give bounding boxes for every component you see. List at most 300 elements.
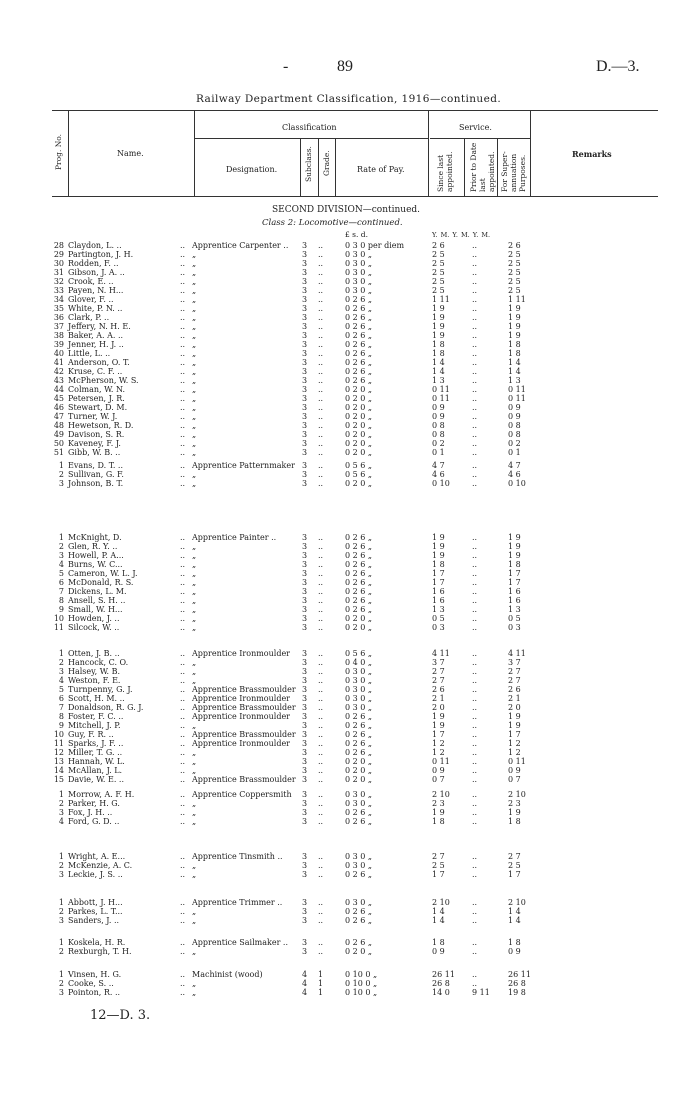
- prior-service: ..: [472, 799, 478, 808]
- designation: „: [192, 430, 197, 439]
- money-units: £ s. d.: [345, 230, 368, 239]
- prior-service: ..: [472, 938, 478, 947]
- division-heading: SECOND DIVISION—continued.: [272, 205, 421, 215]
- since-last: 1 3: [432, 605, 445, 614]
- since-last: 0 2: [432, 439, 445, 448]
- employee-name: White, P. N. ..: [68, 304, 123, 313]
- designation: Apprentice Carpenter ..: [192, 241, 289, 250]
- subclass: 3: [302, 739, 308, 748]
- leader-dots: ..: [180, 304, 186, 313]
- leader-dots: ..: [180, 340, 186, 349]
- leader-dots: ..: [180, 268, 186, 277]
- superannuation-service: 1 3: [508, 376, 521, 385]
- prior-service: ..: [472, 739, 478, 748]
- rate-of-pay: 0 3 0 „: [345, 676, 373, 685]
- leader-dots: ..: [180, 448, 186, 457]
- grade: ..: [318, 461, 324, 470]
- prior-service: ..: [472, 259, 478, 268]
- prior-service: ..: [472, 479, 478, 488]
- leader-dots: ..: [180, 898, 186, 907]
- table-row: [0, 623, 700, 632]
- subclass: 3: [302, 658, 308, 667]
- since-last: 2 7: [432, 667, 445, 676]
- employee-name: McDonald, R. S.: [68, 578, 134, 587]
- prior-service: ..: [472, 808, 478, 817]
- leader-dots: ..: [180, 988, 186, 997]
- leader-dots: ..: [180, 560, 186, 569]
- subclass: 3: [302, 448, 308, 457]
- subclass: 3: [302, 757, 308, 766]
- prior-service: ..: [472, 676, 478, 685]
- since-last: 0 11: [432, 385, 450, 394]
- rate-of-pay: 0 2 6 „: [345, 304, 373, 313]
- prior-service: ..: [472, 367, 478, 376]
- rate-of-pay: 0 2 6 „: [345, 551, 373, 560]
- table-row: [0, 259, 700, 268]
- leader-dots: ..: [180, 667, 186, 676]
- superannuation-service: 1 6: [508, 587, 521, 596]
- table-row: [0, 403, 700, 412]
- designation: „: [192, 403, 197, 412]
- designation: Apprentice Ironmoulder: [192, 649, 291, 658]
- rate-of-pay: 0 3 0 „: [345, 898, 373, 907]
- prior-service: ..: [472, 721, 478, 730]
- since-last: 1 9: [432, 551, 445, 560]
- designation: Apprentice Brassmoulder: [192, 730, 296, 739]
- page-dash: -: [283, 58, 289, 75]
- superannuation-service: 1 9: [508, 721, 521, 730]
- superannuation-service: 4 6: [508, 470, 521, 479]
- leader-dots: ..: [180, 907, 186, 916]
- designation: Apprentice Brassmoulder: [192, 703, 296, 712]
- leader-dots: ..: [180, 313, 186, 322]
- leader-dots: ..: [180, 542, 186, 551]
- superannuation-service: 1 4: [508, 358, 521, 367]
- table-row: [0, 970, 700, 979]
- leader-dots: ..: [180, 367, 186, 376]
- leader-dots: ..: [180, 295, 186, 304]
- table-row: [0, 385, 700, 394]
- header-grade: Grade.: [322, 150, 331, 176]
- since-last: 2 5: [432, 259, 445, 268]
- since-last: 1 9: [432, 331, 445, 340]
- subclass: 3: [302, 412, 308, 421]
- subclass: 3: [302, 605, 308, 614]
- designation: „: [192, 394, 197, 403]
- since-last: 1 8: [432, 560, 445, 569]
- designation: „: [192, 861, 197, 870]
- header-name: Name.: [117, 149, 144, 158]
- employee-name: Sparks, J. F. ..: [68, 739, 124, 748]
- prior-service: ..: [472, 295, 478, 304]
- employee-name: Clark, P. ..: [68, 313, 110, 322]
- prior-service: ..: [472, 358, 478, 367]
- prog-no: 49: [53, 430, 64, 439]
- rate-of-pay: 0 2 0 „: [345, 479, 373, 488]
- superannuation-service: 1 9: [508, 313, 521, 322]
- prog-no: 1: [58, 461, 64, 470]
- superannuation-service: 2 5: [508, 250, 521, 259]
- subclass: 3: [302, 587, 308, 596]
- rate-of-pay: 0 3 0 „: [345, 277, 373, 286]
- rate-of-pay: 0 2 6 „: [345, 817, 373, 826]
- prog-no: 5: [58, 685, 64, 694]
- since-last: 2 10: [432, 898, 450, 907]
- prior-service: ..: [472, 649, 478, 658]
- leader-dots: ..: [180, 587, 186, 596]
- prior-service: ..: [472, 340, 478, 349]
- subclass: 3: [302, 748, 308, 757]
- leader-dots: ..: [180, 685, 186, 694]
- rate-of-pay: 0 3 0 „: [345, 268, 373, 277]
- employee-name: Sullivan, G. F.: [68, 470, 124, 479]
- table-row: [0, 376, 700, 385]
- since-last: 1 7: [432, 870, 445, 879]
- leader-dots: ..: [180, 870, 186, 879]
- table-row: [0, 479, 700, 488]
- prior-service: ..: [472, 614, 478, 623]
- employee-name: Silcock, W. ..: [68, 623, 120, 632]
- prog-no: 47: [53, 412, 64, 421]
- since-last: 1 8: [432, 340, 445, 349]
- table-row: [0, 614, 700, 623]
- grade: ..: [318, 817, 324, 826]
- leader-dots: ..: [180, 430, 186, 439]
- superannuation-service: 1 9: [508, 542, 521, 551]
- rate-of-pay: 0 2 0 „: [345, 394, 373, 403]
- grade: ..: [318, 358, 324, 367]
- rate-of-pay: 0 2 0 „: [345, 623, 373, 632]
- superannuation-service: 1 9: [508, 331, 521, 340]
- designation: „: [192, 358, 197, 367]
- subclass: 3: [302, 578, 308, 587]
- employee-name: Abbott, J. H...: [68, 898, 123, 907]
- grade: ..: [318, 947, 324, 956]
- table-row: [0, 730, 700, 739]
- table-row: [0, 470, 700, 479]
- since-last: 1 4: [432, 358, 445, 367]
- rate-of-pay: 0 2 0 „: [345, 439, 373, 448]
- designation: „: [192, 322, 197, 331]
- prog-no: 2: [58, 947, 64, 956]
- grade: ..: [318, 304, 324, 313]
- since-last: 2 6: [432, 685, 445, 694]
- employee-name: Scott, H. M. ..: [68, 694, 125, 703]
- table-row: [0, 358, 700, 367]
- prior-service: ..: [472, 250, 478, 259]
- leader-dots: ..: [180, 947, 186, 956]
- prior-service: ..: [472, 439, 478, 448]
- table-row: [0, 870, 700, 879]
- designation: „: [192, 439, 197, 448]
- grade: ..: [318, 295, 324, 304]
- subclass: 3: [302, 551, 308, 560]
- table-row: [0, 304, 700, 313]
- table-row: [0, 605, 700, 614]
- subclass: 3: [302, 295, 308, 304]
- table-row: [0, 649, 700, 658]
- since-last: 2 6: [432, 241, 445, 250]
- leader-dots: ..: [180, 649, 186, 658]
- grade: ..: [318, 694, 324, 703]
- employee-name: Partington, J. H.: [68, 250, 134, 259]
- rate-of-pay: 0 2 6 „: [345, 721, 373, 730]
- prog-no: 36: [53, 313, 64, 322]
- rate-of-pay: 0 3 0 „: [345, 703, 373, 712]
- since-last: 1 8: [432, 817, 445, 826]
- grade: ..: [318, 286, 324, 295]
- subclass: 3: [302, 712, 308, 721]
- superannuation-service: 4 7: [508, 461, 521, 470]
- leader-dots: ..: [180, 861, 186, 870]
- subclass: 3: [302, 461, 308, 470]
- prog-no: 37: [53, 322, 64, 331]
- rate-of-pay: 0 2 6 „: [345, 605, 373, 614]
- designation: „: [192, 658, 197, 667]
- superannuation-service: 1 8: [508, 349, 521, 358]
- leader-dots: ..: [180, 439, 186, 448]
- superannuation-service: 2 10: [508, 790, 526, 799]
- rate-of-pay: 0 3 0 „: [345, 259, 373, 268]
- employee-name: Mitchell, J. P.: [68, 721, 121, 730]
- subclass: 3: [302, 542, 308, 551]
- prior-service: ..: [472, 979, 478, 988]
- designation: „: [192, 367, 197, 376]
- prog-no: 9: [58, 605, 64, 614]
- since-last: 2 0: [432, 703, 445, 712]
- rate-of-pay: 0 2 6 „: [345, 358, 373, 367]
- leader-dots: ..: [180, 286, 186, 295]
- employee-name: Miller, T. G. ..: [68, 748, 123, 757]
- rate-of-pay: 0 2 6 „: [345, 578, 373, 587]
- prior-service: ..: [472, 730, 478, 739]
- grade: ..: [318, 376, 324, 385]
- leader-dots: ..: [180, 551, 186, 560]
- employee-name: Wright, A. E...: [68, 852, 126, 861]
- employee-name: Fox, J. H. ..: [68, 808, 113, 817]
- table-row: [0, 286, 700, 295]
- employee-name: Howell, P. A...: [68, 551, 124, 560]
- table-row: [0, 277, 700, 286]
- since-last: 2 1: [432, 694, 445, 703]
- rate-of-pay: 0 2 0 „: [345, 430, 373, 439]
- designation: „: [192, 277, 197, 286]
- subclass: 3: [302, 533, 308, 542]
- designation: „: [192, 421, 197, 430]
- designation: „: [192, 385, 197, 394]
- rate-of-pay: 0 2 6 „: [345, 808, 373, 817]
- prog-no: 3: [58, 988, 64, 997]
- subclass: 3: [302, 799, 308, 808]
- grade: ..: [318, 331, 324, 340]
- employee-name: McAllan, J. L.: [68, 766, 123, 775]
- leader-dots: ..: [180, 461, 186, 470]
- employee-name: Howden, J. ..: [68, 614, 120, 623]
- designation: „: [192, 349, 197, 358]
- employee-name: Rexburgh, T. H.: [68, 947, 132, 956]
- since-last: 2 3: [432, 799, 445, 808]
- grade: ..: [318, 667, 324, 676]
- class-heading: Class 2: Locomotive—continued.: [262, 218, 403, 228]
- employee-name: Anderson, O. T.: [68, 358, 130, 367]
- document-reference: D.—3.: [596, 58, 640, 75]
- prior-service: ..: [472, 394, 478, 403]
- subclass: 3: [302, 268, 308, 277]
- superannuation-service: 2 7: [508, 667, 521, 676]
- prior-service: ..: [472, 685, 478, 694]
- subclass: 3: [302, 861, 308, 870]
- superannuation-service: 0 2: [508, 439, 521, 448]
- prog-no: 41: [53, 358, 64, 367]
- prog-no: 29: [53, 250, 64, 259]
- superannuation-service: 1 8: [508, 340, 521, 349]
- designation: Apprentice Coppersmith: [192, 790, 292, 799]
- prior-service: ..: [472, 331, 478, 340]
- subclass: 3: [302, 790, 308, 799]
- prior-service: ..: [472, 587, 478, 596]
- since-last: 0 5: [432, 614, 445, 623]
- prog-no: 2: [58, 861, 64, 870]
- designation: „: [192, 412, 197, 421]
- since-last: 1 6: [432, 596, 445, 605]
- grade: ..: [318, 349, 324, 358]
- employee-name: McKnight, D.: [68, 533, 122, 542]
- grade: ..: [318, 685, 324, 694]
- since-last: 0 11: [432, 394, 450, 403]
- grade: ..: [318, 277, 324, 286]
- superannuation-service: 2 5: [508, 861, 521, 870]
- since-last: 0 9: [432, 766, 445, 775]
- table-row: [0, 569, 700, 578]
- superannuation-service: 0 11: [508, 385, 526, 394]
- since-last: 0 1: [432, 448, 445, 457]
- leader-dots: ..: [180, 412, 186, 421]
- subclass: 3: [302, 808, 308, 817]
- designation: „: [192, 757, 197, 766]
- leader-dots: ..: [180, 799, 186, 808]
- subclass: 4: [302, 979, 308, 988]
- leader-dots: ..: [180, 596, 186, 605]
- header-service: Service.: [459, 123, 492, 132]
- superannuation-service: 1 11: [508, 295, 526, 304]
- table-row: [0, 766, 700, 775]
- designation: Apprentice Brassmoulder: [192, 775, 296, 784]
- employee-name: Burns, W. C...: [68, 560, 123, 569]
- table-row: [0, 799, 700, 808]
- since-last: 14 0: [432, 988, 450, 997]
- superannuation-service: 1 9: [508, 322, 521, 331]
- subclass: 3: [302, 685, 308, 694]
- grade: ..: [318, 623, 324, 632]
- prior-service: ..: [472, 533, 478, 542]
- leader-dots: ..: [180, 970, 186, 979]
- designation: „: [192, 313, 197, 322]
- rate-of-pay: 0 2 6 „: [345, 569, 373, 578]
- employee-name: Gibb, W. B. ..: [68, 448, 121, 457]
- prior-service: ..: [472, 852, 478, 861]
- employee-name: Turnpenny, G. J.: [68, 685, 133, 694]
- prior-service: ..: [472, 757, 478, 766]
- subclass: 3: [302, 367, 308, 376]
- designation: Apprentice Ironmoulder: [192, 694, 291, 703]
- designation: Apprentice Sailmaker ..: [192, 938, 289, 947]
- subclass: 3: [302, 852, 308, 861]
- grade: ..: [318, 551, 324, 560]
- since-last: 26 11: [432, 970, 455, 979]
- leader-dots: ..: [180, 479, 186, 488]
- prior-service: ..: [472, 667, 478, 676]
- prior-service: ..: [472, 277, 478, 286]
- table-row: [0, 947, 700, 956]
- table-row: [0, 412, 700, 421]
- leader-dots: ..: [180, 775, 186, 784]
- designation: „: [192, 808, 197, 817]
- prog-no: 15: [53, 775, 64, 784]
- header-superannuation: For Super- annuation Purposes.: [500, 151, 527, 192]
- rate-of-pay: 0 3 0 „: [345, 286, 373, 295]
- subclass: 3: [302, 907, 308, 916]
- superannuation-service: 2 5: [508, 268, 521, 277]
- leader-dots: ..: [180, 403, 186, 412]
- rate-of-pay: 0 3 0 „: [345, 799, 373, 808]
- table-row: [0, 250, 700, 259]
- subclass: 3: [302, 870, 308, 879]
- superannuation-service: 1 3: [508, 605, 521, 614]
- rate-of-pay: 0 2 0 „: [345, 766, 373, 775]
- designation: „: [192, 721, 197, 730]
- since-last: 2 7: [432, 676, 445, 685]
- since-last: 1 9: [432, 533, 445, 542]
- leader-dots: ..: [180, 766, 186, 775]
- grade: ..: [318, 808, 324, 817]
- since-last: 1 3: [432, 376, 445, 385]
- since-last: 2 5: [432, 861, 445, 870]
- prog-no: 1: [58, 898, 64, 907]
- employee-name: Koskela, H. R.: [68, 938, 126, 947]
- since-last: 2 5: [432, 277, 445, 286]
- prog-no: 1: [58, 649, 64, 658]
- prog-no: 43: [53, 376, 64, 385]
- since-last: 1 4: [432, 907, 445, 916]
- since-last: 0 7: [432, 775, 445, 784]
- employee-name: Morrow, A. F. H.: [68, 790, 135, 799]
- subclass: 3: [302, 694, 308, 703]
- grade: 1: [318, 979, 324, 988]
- leader-dots: ..: [180, 676, 186, 685]
- prog-no: 35: [53, 304, 64, 313]
- grade: ..: [318, 403, 324, 412]
- superannuation-service: 1 4: [508, 907, 521, 916]
- header-classification: Classification: [282, 123, 337, 132]
- grade: ..: [318, 799, 324, 808]
- since-last: 0 11: [432, 757, 450, 766]
- since-last: 4 11: [432, 649, 450, 658]
- table-row: [0, 439, 700, 448]
- leader-dots: ..: [180, 614, 186, 623]
- superannuation-service: 1 9: [508, 533, 521, 542]
- leader-dots: ..: [180, 757, 186, 766]
- prog-no: 28: [53, 241, 64, 250]
- designation: „: [192, 569, 197, 578]
- grade: ..: [318, 757, 324, 766]
- leader-dots: ..: [180, 748, 186, 757]
- subclass: 3: [302, 421, 308, 430]
- leader-dots: ..: [180, 730, 186, 739]
- subclass: 3: [302, 649, 308, 658]
- prior-service: ..: [472, 421, 478, 430]
- designation: Apprentice Tinsmith ..: [192, 852, 283, 861]
- grade: ..: [318, 542, 324, 551]
